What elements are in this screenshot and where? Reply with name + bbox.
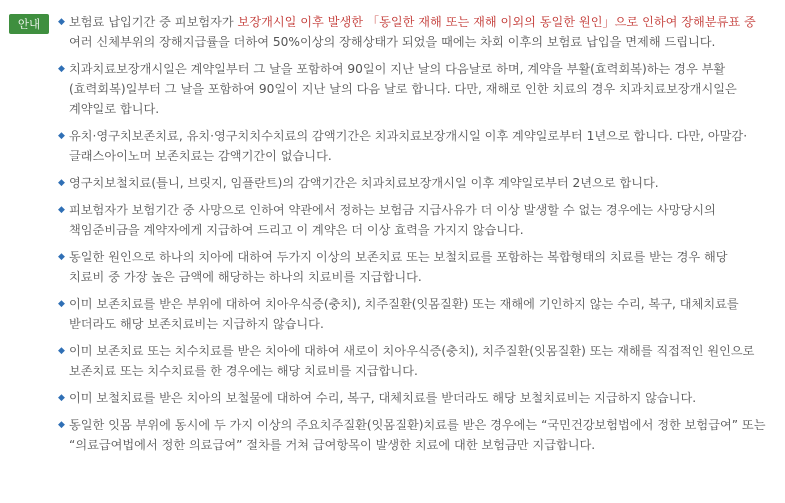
notice-text: 이미 보존치료를 받은 부위에 대하여 치아우식증(충치), 치주질환(잇몸질환) 또는 재해에 기인하지 않는 수리, 복구, 대체치료를 받더라도 해당 보존치료비는 지급하지 않습니다.: [69, 297, 739, 331]
notice-text: 보험료 납입기간 중 피보험자가: [69, 15, 238, 29]
diamond-bullet-icon: ◆: [58, 205, 65, 215]
notice-list: [58, 12, 766, 462]
notice-item: [58, 341, 766, 381]
diamond-bullet-icon: ◆: [58, 420, 65, 430]
notice-item: [58, 126, 766, 166]
diamond-bullet-icon: ◆: [58, 299, 65, 309]
notice-text: 영구치보철치료(틀니, 브릿지, 임플란트)의 감액기간은 치과치료보장개시일 이후 계약일로부터 2년으로 합니다.: [69, 176, 659, 190]
notice-item: [58, 200, 766, 240]
notice-text: 여러 신체부위의 장해지급률을 더하여 50%이상의 장해상태가 되었을 때에는 차회 이후의 보험료 납입을 면제해 드립니다.: [69, 35, 716, 49]
notice-text: 피보험자가 보험기간 중 사망으로 인하여 약관에서 정하는 보험금 지급사유가 더 이상 발생할 수 없는 경우에는 사망당시의 책임준비금을 계약자에게 지급하여 드리고 이 계약은 더 이상 효력을 가지지 않습니다.: [69, 203, 716, 237]
diamond-bullet-icon: ◆: [58, 252, 65, 262]
notice-item: [58, 294, 766, 334]
notice-badge: 안내: [9, 14, 49, 34]
notice-item: [58, 388, 766, 408]
notice-item: [58, 247, 766, 287]
diamond-bullet-icon: ◆: [58, 64, 65, 74]
notice-item: [58, 415, 766, 455]
highlight-text: 보장개시일 이후 발생한 「동일한 재해 또는 재해 이외의 동일한 원인」으로 인하여 장해분류표 중: [237, 15, 756, 29]
notice-text: 이미 보존치료 또는 치수치료를 받은 치아에 대하여 새로이 치아우식증(충치), 치주질환(잇몸질환) 또는 재해를 직접적인 원인으로 보존치료 또는 치수치료를 한 경우에는 해당 치료비를 지급합니다.: [69, 344, 755, 378]
notice-item: [58, 59, 766, 119]
notice-item: [58, 12, 766, 52]
diamond-bullet-icon: ◆: [58, 178, 65, 188]
diamond-bullet-icon: ◆: [58, 393, 65, 403]
notice-text: 이미 보철치료를 받은 치아의 보철물에 대하여 수리, 복구, 대체치료를 받더라도 해당 보철치료비는 지급하지 않습니다.: [69, 391, 697, 405]
diamond-bullet-icon: ◆: [58, 346, 65, 356]
notice-text: 치과치료보장개시일은 계약일부터 그 날을 포함하여 90일이 지난 날의 다음날로 하며, 계약을 부활(효력회복)하는 경우 부활(효력회복)일부터 그 날을 포함하여 90일이 지난 날의 다음 날로 합니다. 다만, 재해로 인한 치료의 경우 치과치료보장개시일은 계약일로 합니다.: [69, 62, 737, 116]
notice-text: 동일한 잇몸 부위에 동시에 두 가지 이상의 주요치주질환(잇몸질환)치료를 받은 경우에는 “국민건강보험법에서 정한 보험급여” 또는 “의료급여법에서 정한 의료급여” 절차를 거쳐 급여항목이 발생한 치료에 대한 보험금만 지급합니다.: [69, 418, 766, 452]
diamond-bullet-icon: ◆: [58, 131, 65, 141]
notice-text: 유치·영구치보존치료, 유치·영구치치수치료의 감액기간은 치과치료보장개시일 이후 계약일로부터 1년으로 합니다. 다만, 아말감·글래스아이노머 보존치료는 감액기간이 없습니다.: [69, 129, 748, 163]
diamond-bullet-icon: ◆: [58, 17, 65, 27]
notice-item: [58, 173, 766, 193]
notice-text: 동일한 원인으로 하나의 치아에 대하여 두가지 이상의 보존치료 또는 보철치료를 포함하는 복합형태의 치료를 받는 경우 해당 치료비 중 가장 높은 금액에 해당하는 하나의 치료비를 지급합니다.: [69, 250, 728, 284]
